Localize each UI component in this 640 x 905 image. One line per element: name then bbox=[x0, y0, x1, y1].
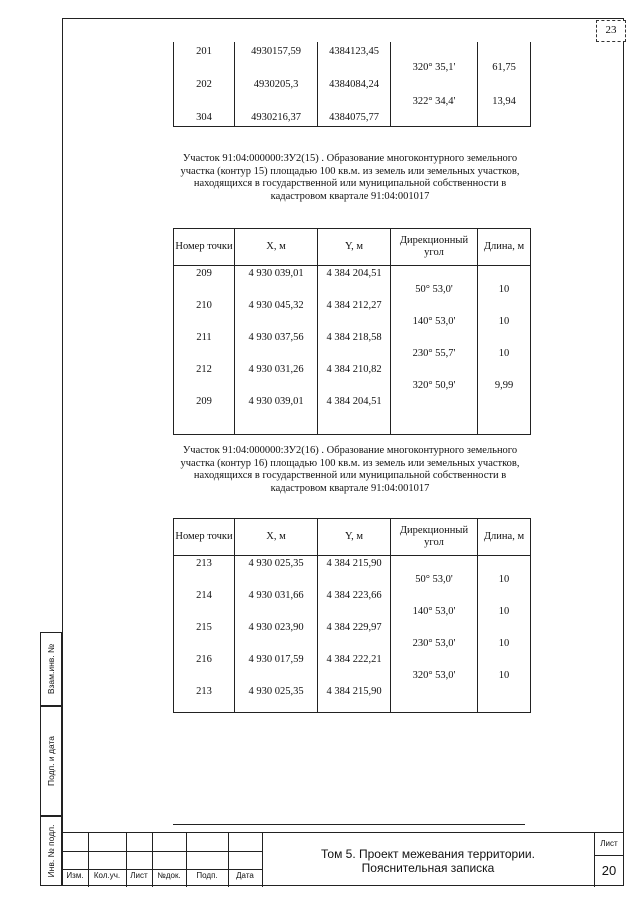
col-x bbox=[235, 266, 318, 435]
col-angle bbox=[391, 42, 478, 127]
table-cell: 215 bbox=[196, 622, 212, 633]
table-cell: 320° 35,1' bbox=[412, 62, 456, 73]
table-cell: 4384123,45 bbox=[329, 46, 379, 57]
table-cell: 4 384 204,51 bbox=[326, 396, 382, 407]
document-title-line1: Том 5. Проект межевания территории. bbox=[321, 847, 535, 861]
stamp-label-podp: Подп. bbox=[196, 871, 218, 880]
table-cell: 4 930 039,01 bbox=[248, 396, 304, 407]
col-length bbox=[478, 556, 531, 713]
header-length: Длина, м bbox=[478, 229, 531, 266]
table-cell: 201 bbox=[196, 46, 212, 57]
table-cell: 213 bbox=[196, 558, 212, 569]
stamp-sheet-number: 20 bbox=[601, 863, 617, 878]
document-title bbox=[262, 847, 594, 875]
header-angle: Дирекционный угол bbox=[391, 519, 478, 556]
col-x bbox=[235, 556, 318, 713]
table-cell: 50° 53,0' bbox=[415, 574, 453, 585]
stamp-line bbox=[62, 851, 262, 852]
table-cell: 4930205,3 bbox=[253, 79, 299, 90]
section-heading-16: Участок 91:04:000000:ЗУ2(16) . Образование многоконтурного земельного участка (контур 16) площадью 100 кв.м. из земель или земельных участков, находящихся в государственной или муниципальной собственности в кадастровом квартале 91:04:001017 bbox=[180, 445, 520, 494]
header-angle: Дирекционный угол bbox=[391, 229, 478, 266]
table-cell: 4 384 229,97 bbox=[326, 622, 382, 633]
table-cell: 9,99 bbox=[494, 380, 514, 391]
header-length: Длина, м bbox=[478, 519, 531, 556]
document-title-line2: Пояснительная записка bbox=[361, 861, 495, 875]
col-point bbox=[174, 266, 235, 435]
table-cell: 4 930 025,35 bbox=[248, 558, 304, 569]
table-cell: 10 bbox=[498, 670, 510, 681]
col-y bbox=[318, 42, 391, 127]
header-y: Y, м bbox=[318, 519, 391, 556]
table-cell: 230° 55,7' bbox=[412, 348, 456, 359]
title-block bbox=[62, 832, 624, 887]
header-x: X, м bbox=[235, 519, 318, 556]
table-cell: 61,75 bbox=[492, 62, 516, 73]
table-cell: 4 930 025,35 bbox=[248, 686, 304, 697]
table-cell: 202 bbox=[196, 79, 212, 90]
col-x bbox=[235, 42, 318, 127]
table-cell: 50° 53,0' bbox=[415, 284, 453, 295]
side-box-vzam bbox=[40, 632, 62, 706]
col-length bbox=[478, 266, 531, 435]
side-label-podp: Подп. и дата bbox=[46, 735, 56, 787]
stamp-sheet-label: Лист bbox=[600, 839, 618, 848]
table-cell: 320° 50,9' bbox=[412, 380, 456, 391]
col-length bbox=[478, 42, 531, 127]
col-y bbox=[318, 556, 391, 713]
table-cell: 4384084,24 bbox=[329, 79, 379, 90]
side-box-podp bbox=[40, 706, 62, 816]
table-cell: 4 384 218,58 bbox=[326, 332, 382, 343]
stamp-label-izm: Изм. bbox=[66, 871, 84, 880]
col-y bbox=[318, 266, 391, 435]
header-y: Y, м bbox=[318, 229, 391, 266]
table-cell: 213 bbox=[196, 686, 212, 697]
table-cell: 209 bbox=[196, 396, 212, 407]
col-point bbox=[174, 556, 235, 713]
table-cell: 4 384 212,27 bbox=[326, 300, 382, 311]
coordinates-table-1 bbox=[173, 42, 531, 127]
table-cell: 230° 53,0' bbox=[412, 638, 456, 649]
table-cell: 216 bbox=[196, 654, 212, 665]
table-cell: 212 bbox=[196, 364, 212, 375]
table-cell: 10 bbox=[498, 606, 510, 617]
table-cell: 4 930 017,59 bbox=[248, 654, 304, 665]
table-cell: 4 384 223,66 bbox=[326, 590, 382, 601]
table-cell: 13,94 bbox=[492, 96, 516, 107]
coordinates-table-16 bbox=[173, 518, 531, 713]
table-cell: 322° 34,4' bbox=[412, 96, 456, 107]
stamp-label-list: Лист bbox=[130, 871, 148, 880]
separator-line bbox=[173, 824, 525, 825]
table-cell: 4 930 045,32 bbox=[248, 300, 304, 311]
table-cell: 304 bbox=[196, 112, 212, 123]
table-cell: 4 930 031,26 bbox=[248, 364, 304, 375]
header-point: Номер точки bbox=[174, 519, 235, 556]
stamp-label-data: Дата bbox=[236, 871, 254, 880]
table-cell: 214 bbox=[196, 590, 212, 601]
col-point bbox=[174, 42, 235, 127]
table-cell: 211 bbox=[196, 332, 212, 343]
table-cell: 209 bbox=[196, 268, 212, 279]
table-cell: 4930216,37 bbox=[251, 112, 301, 123]
table-cell: 4 384 210,82 bbox=[326, 364, 382, 375]
table-cell: 4 930 031,66 bbox=[248, 590, 304, 601]
header-x: X, м bbox=[235, 229, 318, 266]
side-label-vzam: Взам.инв. № bbox=[46, 643, 56, 695]
table-cell: 4930157,59 bbox=[251, 46, 301, 57]
table-cell: 4 384 222,21 bbox=[326, 654, 382, 665]
table-cell: 4 930 023,90 bbox=[248, 622, 304, 633]
stamp-label-ndok: №док. bbox=[157, 871, 181, 880]
stamp-line bbox=[62, 869, 262, 870]
table-cell: 10 bbox=[498, 574, 510, 585]
table-cell: 4 384 215,90 bbox=[326, 686, 382, 697]
table-cell: 140° 53,0' bbox=[412, 316, 456, 327]
table-cell: 10 bbox=[498, 638, 510, 649]
table-cell: 4 930 039,01 bbox=[248, 268, 304, 279]
table-cell: 10 bbox=[498, 316, 510, 327]
col-angle bbox=[391, 556, 478, 713]
table-cell: 140° 53,0' bbox=[412, 606, 456, 617]
table-cell: 210 bbox=[196, 300, 212, 311]
coordinates-table-15 bbox=[173, 228, 531, 435]
section-heading-15: Участок 91:04:000000:ЗУ2(15) . Образование многоконтурного земельного участка (контур 15) площадью 100 кв.м. из земель или земельных участков, находящихся в государственной или муниципальной собственности в кадастровом квартале 91:04:001017 bbox=[180, 153, 520, 202]
table-cell: 10 bbox=[498, 284, 510, 295]
stamp-line bbox=[594, 855, 624, 856]
side-label-inv: Инв. № подл. bbox=[46, 824, 56, 878]
side-box-inv bbox=[40, 816, 62, 886]
table-cell: 4 930 037,56 bbox=[248, 332, 304, 343]
table-cell: 4 384 215,90 bbox=[326, 558, 382, 569]
stamp-label-kol: Кол.уч. bbox=[93, 871, 121, 880]
table-cell: 10 bbox=[498, 348, 510, 359]
top-sheet-number: 23 bbox=[596, 20, 626, 42]
table-cell: 4384075,77 bbox=[329, 112, 379, 123]
table-cell: 320° 53,0' bbox=[412, 670, 456, 681]
col-angle bbox=[391, 266, 478, 435]
table-cell: 4 384 204,51 bbox=[326, 268, 382, 279]
header-point: Номер точки bbox=[174, 229, 235, 266]
